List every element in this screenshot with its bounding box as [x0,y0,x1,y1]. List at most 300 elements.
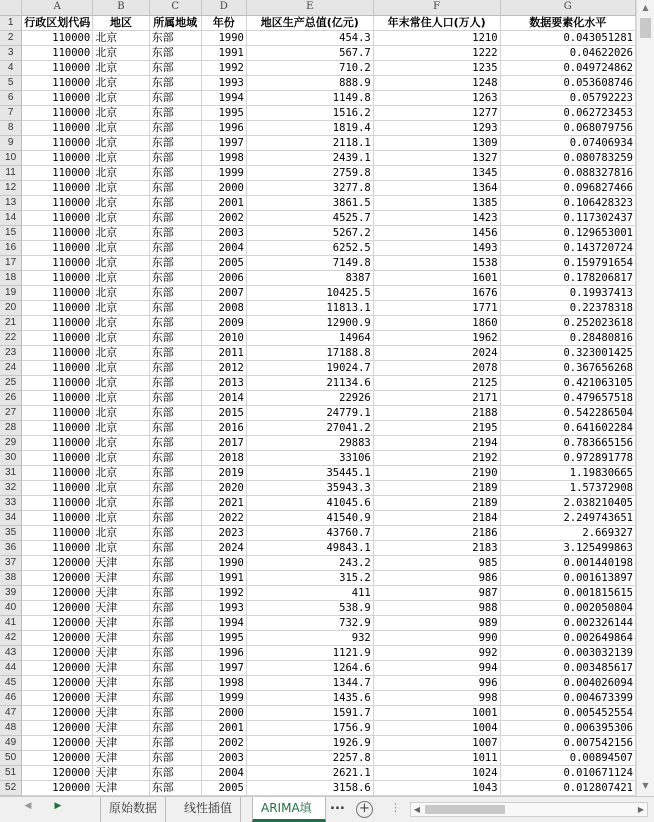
row-header[interactable]: 19 [0,285,22,300]
cell-c[interactable]: 东部 [149,225,201,240]
cell-d[interactable]: 2001 [201,720,246,735]
cell-f[interactable]: 988 [373,600,500,615]
cell-e[interactable]: 732.9 [246,615,373,630]
cell-d[interactable]: 2019 [201,465,246,480]
row-header[interactable]: 51 [0,765,22,780]
row-header[interactable]: 27 [0,405,22,420]
cell-g[interactable]: 0.004673399 [500,690,635,705]
cell-f[interactable]: 1024 [373,765,500,780]
cell-c[interactable]: 东部 [149,60,201,75]
cell-d[interactable]: 2020 [201,480,246,495]
row-header[interactable]: 33 [0,495,22,510]
cell-g[interactable]: 0.088327816 [500,165,635,180]
cell-b[interactable]: 天津 [93,690,150,705]
cell-f[interactable]: 2188 [373,405,500,420]
row-header[interactable]: 4 [0,60,22,75]
cell-f[interactable]: 985 [373,555,500,570]
cell-g[interactable]: 0.043051281 [500,30,635,45]
cell-c[interactable]: 东部 [149,465,201,480]
cell-f[interactable]: 1222 [373,45,500,60]
cell-f[interactable]: 1860 [373,315,500,330]
cell-c[interactable]: 东部 [149,195,201,210]
cell-b[interactable]: 北京 [93,540,150,555]
cell-g[interactable]: 0.002050804 [500,600,635,615]
row-header[interactable]: 15 [0,225,22,240]
cell-c[interactable]: 东部 [149,375,201,390]
cell-a[interactable]: 110000 [22,165,93,180]
cell-f[interactable]: 1493 [373,240,500,255]
cell-d[interactable]: 2021 [201,495,246,510]
cell-d[interactable]: 1990 [201,30,246,45]
cell-c[interactable]: 东部 [149,420,201,435]
cell-d[interactable]: 2004 [201,240,246,255]
cell-c[interactable]: 东部 [149,165,201,180]
cell-a[interactable]: 110000 [22,90,93,105]
cell-d[interactable]: 2016 [201,420,246,435]
cell-g[interactable]: 0.001613897 [500,570,635,585]
cell-e[interactable]: 1819.4 [246,120,373,135]
cell-f[interactable]: 998 [373,690,500,705]
cell-d[interactable]: 1999 [201,690,246,705]
cell-a[interactable]: 110000 [22,480,93,495]
cell-b[interactable]: 天津 [93,570,150,585]
row-header[interactable]: 18 [0,270,22,285]
cell-c[interactable]: 东部 [149,570,201,585]
cell-b[interactable]: 天津 [93,765,150,780]
cell-e[interactable]: 29883 [246,435,373,450]
vertical-scrollbar[interactable] [636,0,654,796]
cell-f[interactable]: 987 [373,585,500,600]
cell-d[interactable]: 1997 [201,135,246,150]
row-header[interactable]: 40 [0,600,22,615]
cell-a[interactable]: 120000 [22,750,93,765]
cell-d[interactable]: 1992 [201,585,246,600]
cell-g[interactable]: 0.062723453 [500,105,635,120]
cell-c[interactable]: 东部 [149,90,201,105]
cell-e[interactable]: 1264.6 [246,660,373,675]
cell-d[interactable]: 2005 [201,780,246,795]
row-header[interactable]: 28 [0,420,22,435]
cell-e[interactable]: 10425.5 [246,285,373,300]
cell-a[interactable]: 120000 [22,585,93,600]
cell-e[interactable]: 19024.7 [246,360,373,375]
cell-e[interactable]: 1121.9 [246,645,373,660]
cell-g[interactable]: 0.117302437 [500,210,635,225]
cell-b[interactable]: 北京 [93,390,150,405]
cell-d[interactable]: 2003 [201,225,246,240]
cell-g[interactable]: 2.038210405 [500,495,635,510]
cell-d[interactable]: 2024 [201,540,246,555]
cell-e[interactable]: 41045.6 [246,495,373,510]
more-tabs-button[interactable]: ... [330,798,345,813]
cell-a[interactable]: 120000 [22,570,93,585]
cell-b[interactable]: 北京 [93,225,150,240]
cell-f[interactable]: 2189 [373,495,500,510]
cell-c[interactable]: 东部 [149,675,201,690]
column-header-c[interactable]: C [149,0,201,15]
cell-g[interactable]: 0.010671124 [500,765,635,780]
cell-a[interactable]: 110000 [22,60,93,75]
cell-a[interactable]: 110000 [22,510,93,525]
row-header[interactable]: 8 [0,120,22,135]
cell-g[interactable]: 1.19830665 [500,465,635,480]
cell-a[interactable]: 110000 [22,540,93,555]
cell-b[interactable]: 北京 [93,345,150,360]
cell-e[interactable]: 5267.2 [246,225,373,240]
cell-g[interactable]: 1.57372908 [500,480,635,495]
cell-g[interactable]: 0.00894507 [500,750,635,765]
cell-e[interactable]: 888.9 [246,75,373,90]
cell-b[interactable]: 北京 [93,375,150,390]
cell-g[interactable]: 0.783665156 [500,435,635,450]
cell-g[interactable]: 0.001440198 [500,555,635,570]
cell-d[interactable]: 1998 [201,150,246,165]
cell-e[interactable]: 24779.1 [246,405,373,420]
cell-e[interactable]: 7149.8 [246,255,373,270]
cell-e[interactable]: 315.2 [246,570,373,585]
cell-f[interactable]: 2189 [373,480,500,495]
cell-d[interactable]: 1998 [201,675,246,690]
cell-a[interactable]: 120000 [22,720,93,735]
cell-a[interactable]: 110000 [22,255,93,270]
add-sheet-button[interactable]: + [356,801,373,818]
cell-d[interactable]: 2018 [201,450,246,465]
horizontal-scrollbar[interactable] [410,802,648,817]
cell-c[interactable]: 东部 [149,510,201,525]
cell-e[interactable]: 49843.1 [246,540,373,555]
cell-d[interactable]: 1999 [201,165,246,180]
cell-d[interactable]: 2010 [201,330,246,345]
header-cell-c[interactable]: 所属地域 [149,15,201,30]
cell-e[interactable]: 12900.9 [246,315,373,330]
row-header[interactable]: 31 [0,465,22,480]
column-header-b[interactable]: B [93,0,150,15]
cell-f[interactable]: 989 [373,615,500,630]
cell-a[interactable]: 110000 [22,405,93,420]
tab-original-data[interactable]: 原始数据 [100,797,166,822]
cell-a[interactable]: 120000 [22,735,93,750]
scroll-right-arrow-icon[interactable]: ▶ [637,805,645,814]
cell-d[interactable]: 2005 [201,255,246,270]
cell-a[interactable]: 120000 [22,705,93,720]
cell-b[interactable]: 北京 [93,180,150,195]
cell-f[interactable]: 1001 [373,705,500,720]
cell-a[interactable]: 110000 [22,330,93,345]
cell-a[interactable]: 110000 [22,105,93,120]
cell-d[interactable]: 2002 [201,735,246,750]
cell-g[interactable]: 3.125499863 [500,540,635,555]
cell-b[interactable]: 北京 [93,420,150,435]
cell-d[interactable]: 2015 [201,405,246,420]
cell-c[interactable]: 东部 [149,270,201,285]
cell-d[interactable]: 1995 [201,630,246,645]
cell-g[interactable]: 0.323001425 [500,345,635,360]
cell-d[interactable]: 1990 [201,555,246,570]
cell-g[interactable]: 0.001815615 [500,585,635,600]
cell-f[interactable]: 1043 [373,780,500,795]
cell-c[interactable]: 东部 [149,255,201,270]
cell-c[interactable]: 东部 [149,660,201,675]
cell-d[interactable]: 2011 [201,345,246,360]
cell-f[interactable]: 1538 [373,255,500,270]
cell-a[interactable]: 120000 [22,675,93,690]
cell-f[interactable]: 1293 [373,120,500,135]
cell-b[interactable]: 天津 [93,555,150,570]
cell-g[interactable]: 0.080783259 [500,150,635,165]
cell-a[interactable]: 110000 [22,300,93,315]
cell-f[interactable]: 1962 [373,330,500,345]
cell-d[interactable]: 2000 [201,180,246,195]
cell-b[interactable]: 天津 [93,735,150,750]
cell-b[interactable]: 北京 [93,480,150,495]
cell-c[interactable]: 东部 [149,300,201,315]
row-header[interactable]: 14 [0,210,22,225]
cell-g[interactable]: 0.053608746 [500,75,635,90]
cell-d[interactable]: 2009 [201,315,246,330]
scroll-up-arrow-icon[interactable]: ▲ [642,3,649,12]
cell-d[interactable]: 2013 [201,375,246,390]
cell-g[interactable]: 0.367656268 [500,360,635,375]
header-cell-f[interactable]: 年末常住人口(万人) [373,15,500,30]
cell-d[interactable]: 2008 [201,300,246,315]
cell-e[interactable]: 41540.9 [246,510,373,525]
cell-g[interactable]: 0.006395306 [500,720,635,735]
cell-f[interactable]: 1327 [373,150,500,165]
cell-d[interactable]: 2023 [201,525,246,540]
cell-f[interactable]: 1248 [373,75,500,90]
cell-g[interactable]: 0.003032139 [500,645,635,660]
row-header[interactable]: 38 [0,570,22,585]
cell-c[interactable]: 东部 [149,30,201,45]
vertical-scroll-thumb[interactable] [640,18,651,38]
cell-e[interactable]: 43760.7 [246,525,373,540]
cell-g[interactable]: 0.28480816 [500,330,635,345]
horizontal-scroll-thumb[interactable] [425,805,505,814]
cell-c[interactable]: 东部 [149,600,201,615]
row-header[interactable]: 17 [0,255,22,270]
cell-f[interactable]: 2190 [373,465,500,480]
cell-c[interactable]: 东部 [149,765,201,780]
cell-c[interactable]: 东部 [149,630,201,645]
cell-c[interactable]: 东部 [149,720,201,735]
row-header[interactable]: 47 [0,705,22,720]
cell-g[interactable]: 0.972891778 [500,450,635,465]
cell-a[interactable]: 110000 [22,30,93,45]
cell-b[interactable]: 天津 [93,720,150,735]
tab-linear-interpolation[interactable]: 线性插值 [176,797,241,822]
cell-b[interactable]: 北京 [93,465,150,480]
cell-e[interactable]: 35445.1 [246,465,373,480]
cell-e[interactable]: 3277.8 [246,180,373,195]
row-header[interactable]: 7 [0,105,22,120]
cell-c[interactable]: 东部 [149,285,201,300]
cell-b[interactable]: 天津 [93,750,150,765]
row-header[interactable]: 44 [0,660,22,675]
cell-c[interactable]: 东部 [149,315,201,330]
cell-a[interactable]: 120000 [22,645,93,660]
cell-c[interactable]: 东部 [149,345,201,360]
cell-g[interactable]: 0.129653001 [500,225,635,240]
cell-c[interactable]: 东部 [149,495,201,510]
column-header-g[interactable]: G [500,0,635,15]
cell-d[interactable]: 2014 [201,390,246,405]
cell-e[interactable]: 27041.2 [246,420,373,435]
cell-b[interactable]: 北京 [93,270,150,285]
cell-c[interactable]: 东部 [149,210,201,225]
cell-a[interactable]: 110000 [22,285,93,300]
cell-d[interactable]: 2017 [201,435,246,450]
cell-f[interactable]: 1263 [373,90,500,105]
scroll-left-arrow-icon[interactable]: ◀ [413,805,421,814]
cell-f[interactable]: 2024 [373,345,500,360]
header-cell-b[interactable]: 地区 [93,15,150,30]
cell-g[interactable]: 0.421063105 [500,375,635,390]
cell-b[interactable]: 北京 [93,360,150,375]
cell-g[interactable]: 0.22378318 [500,300,635,315]
cell-c[interactable]: 东部 [149,540,201,555]
cell-a[interactable]: 110000 [22,345,93,360]
cell-a[interactable]: 120000 [22,690,93,705]
cell-d[interactable]: 1995 [201,105,246,120]
cell-e[interactable]: 21134.6 [246,375,373,390]
cell-e[interactable]: 538.9 [246,600,373,615]
cell-b[interactable]: 天津 [93,600,150,615]
cell-g[interactable]: 0.096827466 [500,180,635,195]
cell-g[interactable]: 0.542286504 [500,405,635,420]
row-header[interactable]: 48 [0,720,22,735]
cell-a[interactable]: 110000 [22,450,93,465]
cell-c[interactable]: 东部 [149,555,201,570]
cell-a[interactable]: 110000 [22,45,93,60]
cell-c[interactable]: 东部 [149,150,201,165]
cell-a[interactable]: 120000 [22,765,93,780]
cell-e[interactable]: 35943.3 [246,480,373,495]
cell-c[interactable]: 东部 [149,405,201,420]
cell-b[interactable]: 天津 [93,675,150,690]
cell-c[interactable]: 东部 [149,360,201,375]
cell-c[interactable]: 东部 [149,645,201,660]
cell-b[interactable]: 天津 [93,585,150,600]
cell-a[interactable]: 110000 [22,180,93,195]
cell-a[interactable]: 120000 [22,615,93,630]
cell-b[interactable]: 北京 [93,75,150,90]
cell-e[interactable]: 1591.7 [246,705,373,720]
cell-a[interactable]: 110000 [22,420,93,435]
cell-g[interactable]: 0.003485617 [500,660,635,675]
cell-e[interactable]: 1149.8 [246,90,373,105]
header-cell-e[interactable]: 地区生产总值(亿元) [246,15,373,30]
row-header[interactable]: 20 [0,300,22,315]
cell-f[interactable]: 1210 [373,30,500,45]
cell-c[interactable]: 东部 [149,750,201,765]
cell-e[interactable]: 932 [246,630,373,645]
column-header-e[interactable]: E [246,0,373,15]
cell-b[interactable]: 北京 [93,165,150,180]
row-header[interactable]: 37 [0,555,22,570]
cell-e[interactable]: 2118.1 [246,135,373,150]
cell-f[interactable]: 2195 [373,420,500,435]
cell-f[interactable]: 2194 [373,435,500,450]
cell-b[interactable]: 北京 [93,30,150,45]
cell-c[interactable]: 东部 [149,780,201,795]
cell-b[interactable]: 北京 [93,60,150,75]
cell-d[interactable]: 2012 [201,360,246,375]
row-header[interactable]: 25 [0,375,22,390]
cell-a[interactable]: 110000 [22,240,93,255]
row-header[interactable]: 45 [0,675,22,690]
cell-b[interactable]: 天津 [93,780,150,795]
cell-a[interactable]: 110000 [22,390,93,405]
row-header[interactable]: 2 [0,30,22,45]
cell-b[interactable]: 北京 [93,510,150,525]
cell-g[interactable]: 0.005452554 [500,705,635,720]
cell-g[interactable]: 0.002326144 [500,615,635,630]
row-header[interactable]: 52 [0,780,22,795]
cell-d[interactable]: 1994 [201,90,246,105]
row-header[interactable]: 43 [0,645,22,660]
cell-c[interactable]: 东部 [149,45,201,60]
prev-sheet-icon[interactable]: ◀ [24,801,32,811]
cell-f[interactable]: 2125 [373,375,500,390]
cell-c[interactable]: 东部 [149,180,201,195]
row-header[interactable]: 22 [0,330,22,345]
cell-f[interactable]: 1601 [373,270,500,285]
cell-f[interactable]: 1771 [373,300,500,315]
cell-e[interactable]: 411 [246,585,373,600]
cell-e[interactable]: 1516.2 [246,105,373,120]
cell-b[interactable]: 北京 [93,210,150,225]
cell-g[interactable]: 0.106428323 [500,195,635,210]
cell-b[interactable]: 北京 [93,315,150,330]
cell-e[interactable]: 2257.8 [246,750,373,765]
cell-a[interactable]: 110000 [22,270,93,285]
row-header[interactable]: 39 [0,585,22,600]
cell-c[interactable]: 东部 [149,390,201,405]
cell-c[interactable]: 东部 [149,450,201,465]
cell-b[interactable]: 北京 [93,240,150,255]
row-header[interactable]: 41 [0,615,22,630]
cell-b[interactable]: 北京 [93,45,150,60]
row-header[interactable]: 32 [0,480,22,495]
cell-b[interactable]: 北京 [93,150,150,165]
cell-e[interactable]: 33106 [246,450,373,465]
cell-f[interactable]: 2186 [373,525,500,540]
cell-b[interactable]: 北京 [93,135,150,150]
cell-e[interactable]: 11813.1 [246,300,373,315]
cell-d[interactable]: 1992 [201,60,246,75]
cell-f[interactable]: 1456 [373,225,500,240]
cell-c[interactable]: 东部 [149,525,201,540]
cell-e[interactable]: 3158.6 [246,780,373,795]
cell-f[interactable]: 1364 [373,180,500,195]
cell-f[interactable]: 1385 [373,195,500,210]
cell-b[interactable]: 北京 [93,105,150,120]
cell-d[interactable]: 2004 [201,765,246,780]
row-header[interactable]: 30 [0,450,22,465]
cell-g[interactable]: 0.002649864 [500,630,635,645]
row-header[interactable]: 12 [0,180,22,195]
cell-a[interactable]: 110000 [22,210,93,225]
cell-a[interactable]: 120000 [22,630,93,645]
cell-f[interactable]: 2184 [373,510,500,525]
tab-split-handle-icon[interactable]: ⋮ [390,801,400,814]
cell-g[interactable]: 0.07406934 [500,135,635,150]
cell-b[interactable]: 天津 [93,615,150,630]
cell-d[interactable]: 1993 [201,75,246,90]
row-header[interactable]: 29 [0,435,22,450]
row-header[interactable]: 36 [0,540,22,555]
row-header[interactable]: 16 [0,240,22,255]
